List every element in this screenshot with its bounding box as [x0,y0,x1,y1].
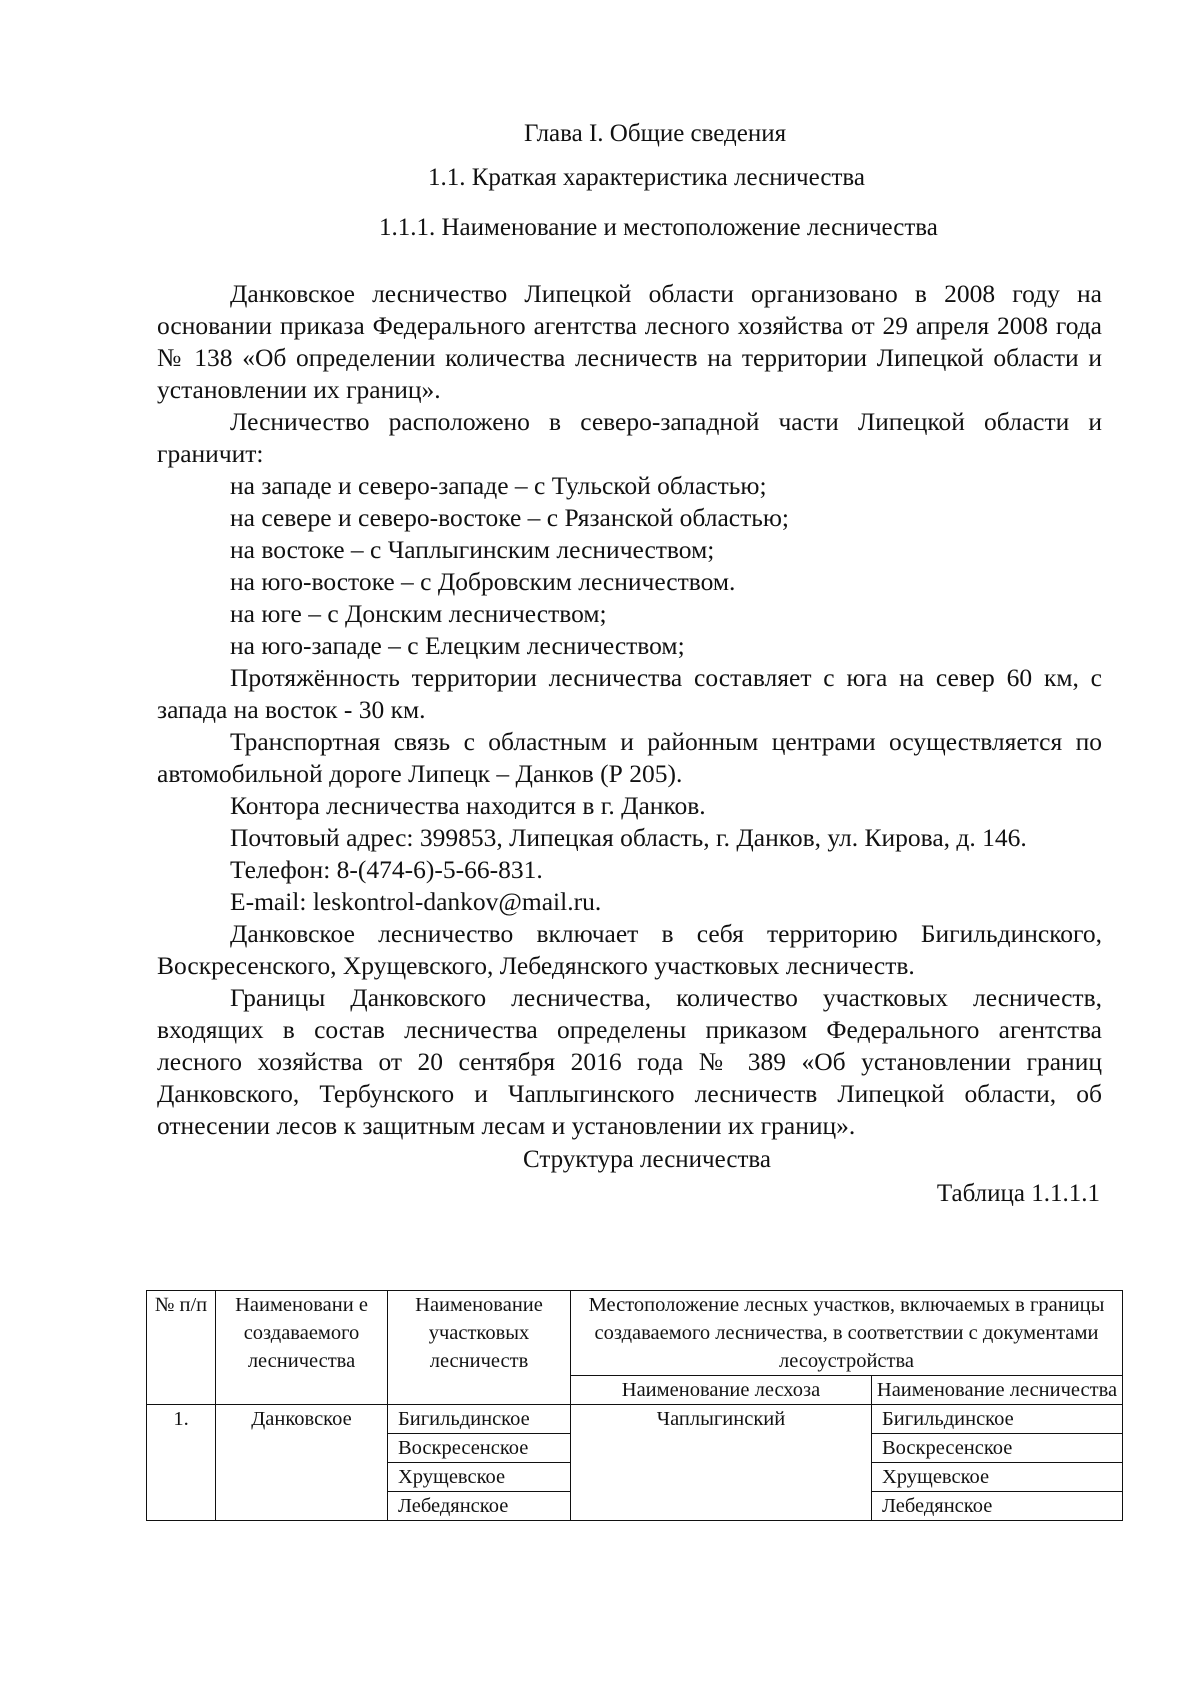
paragraph-location: Лесничество расположено в северо-западной части Липецкой области и граничит: [157,407,1102,468]
paragraph-phone: Телефон: 8-(474-6)-5-66-831. [230,855,543,884]
border-item: на юго-востоке – с Добровским лесничеством. [230,567,736,596]
subsection-heading: 1.1.1. Наименование и местоположение лесничества [379,214,938,241]
paragraph-extent: Протяжённость территории лесничества составляет с юга на север 60 км, с запада на восток - 30 км. [157,663,1102,724]
chapter-heading: Глава I. Общие сведения [524,120,787,147]
table-caption: Структура лесничества [523,1146,771,1173]
paragraph-email: E-mail: leskontrol-dankov@mail.ru. [230,887,602,916]
document-body [157,278,1102,1142]
cell-district: Бигильдинское [388,1405,571,1434]
header-district-names: Наименование участковых лесничеств [388,1291,571,1405]
border-item: на западе и северо-западе – с Тульской областью; [230,471,767,500]
cell-leskhoz: Чаплыгинский [571,1405,872,1521]
cell-forestry: Хрущевское [872,1463,1123,1492]
cell-district: Воскресенское [388,1434,571,1463]
cell-district: Лебедянское [388,1492,571,1521]
header-forestry: Наименование лесничества [872,1376,1123,1405]
table-number: Таблица 1.1.1.1 [936,1180,1100,1207]
paragraph-boundaries: Границы Данковского лесничества, количество участковых лесничеств, входящих в состав лесничества определены приказом Федерального агентства лесного хозяйства от 20 сентября 2016 года № 389 «Об установлении границ Данковского, Тербунского и Чаплыгинского лесничеств Липецкой области, об отнесении лесов к защитным лесам и установлении их границ». [157,983,1102,1140]
cell-forestry: Воскресенское [872,1434,1123,1463]
border-item: на севере и северо-востоке – с Рязанской областью; [230,503,790,532]
cell-number: 1. [147,1405,216,1521]
header-location: Местоположение лесных участков, включаемых в границы создаваемого лесничества, в соответствии с документами лесоустройства [571,1291,1123,1376]
paragraph-office: Контора лесничества находится в г. Данков. [230,791,706,820]
cell-forestry-name: Данковское [216,1405,388,1521]
structure-table [146,1290,1123,1521]
border-item: на востоке – с Чаплыгинским лесничеством; [230,535,715,564]
paragraph-address: Почтовый адрес: 399853, Липецкая область, г. Данков, ул. Кирова, д. 146. [230,823,1027,852]
header-forestry-name: Наименовани е создаваемого лесничества [216,1291,388,1405]
paragraph-transport: Транспортная связь с областным и районным центрами осуществляется по автомобильной дороге Липецк – Данков (Р 205). [157,727,1102,788]
cell-forestry: Лебедянское [872,1492,1123,1521]
document-page [157,112,1102,1210]
header-number: № п/п [147,1291,216,1405]
border-item: на юго-западе – с Елецким лесничеством; [230,631,685,660]
paragraph-composition: Данковское лесничество включает в себя территорию Бигильдинского, Воскресенского, Хрущевского, Лебедянского участковых лесничеств. [157,919,1102,980]
cell-forestry: Бигильдинское [872,1405,1123,1434]
cell-district: Хрущевское [388,1463,571,1492]
paragraph-founding: Данковское лесничество Липецкой области организовано в 2008 году на основании приказа Федерального агентства лесного хозяйства от 29 апреля 2008 года № 138 «Об определении количества лесничеств на территории Липецкой области и установлении их границ». [157,279,1102,404]
section-heading: 1.1. Краткая характеристика лесничества [428,164,865,191]
header-leskhoz: Наименование лесхоза [571,1376,872,1405]
border-item: на юге – с Донским лесничеством; [230,599,607,628]
